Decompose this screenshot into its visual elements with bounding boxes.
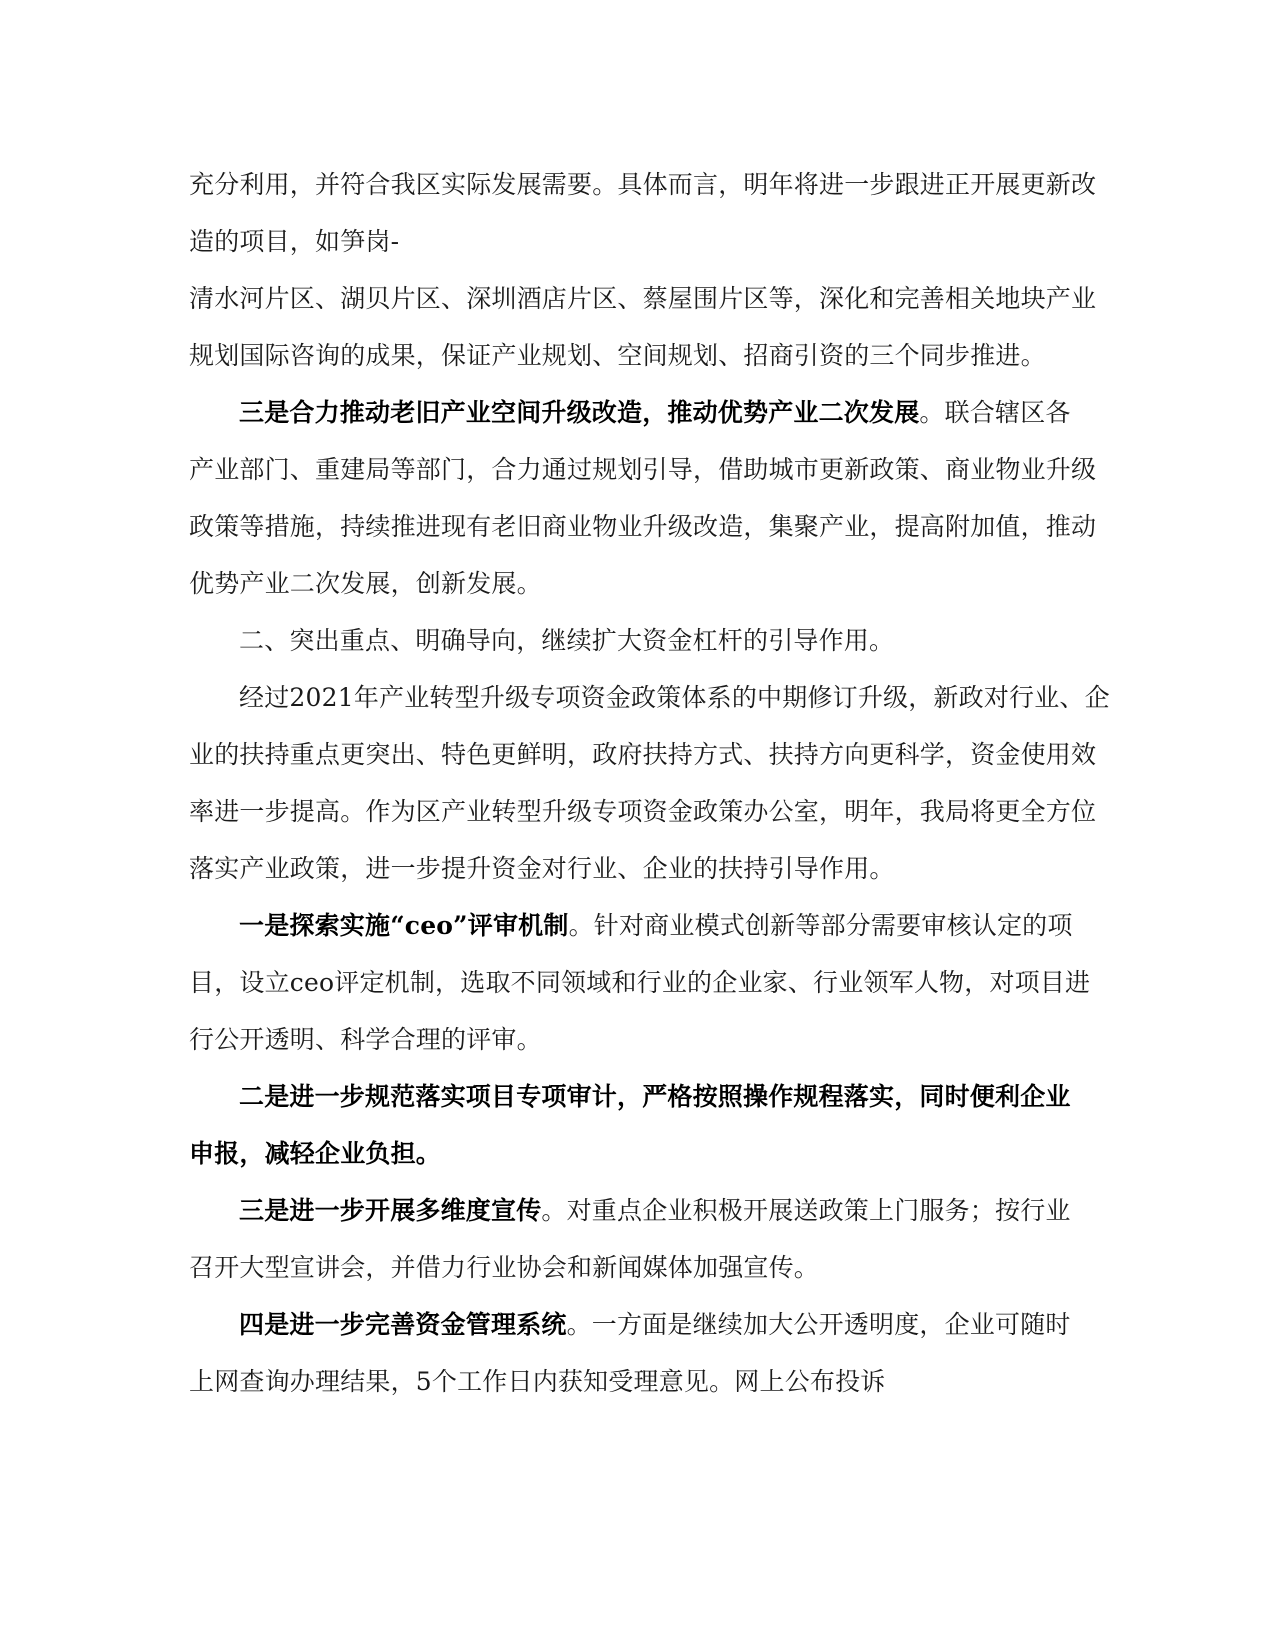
paragraph-line: 行公开透明、科学合理的评审。	[189, 1025, 542, 1054]
paragraph-line: 召开大型宣讲会，并借力行业协会和新闻媒体加强宣传。	[189, 1253, 820, 1282]
paragraph-line	[239, 1081, 1139, 1113]
bold-heading: 四是进一步完善资金管理系统	[239, 1310, 567, 1339]
paragraph-line: 优势产业二次发展，创新发展。	[189, 569, 542, 598]
paragraph-line: 上网查询办理结果，5个工作日内获知受理意见。网上公布投诉	[189, 1367, 886, 1396]
paragraph-line: 造的项目，如笋岗-	[189, 227, 400, 256]
paragraph-line: 三是进一步开展多维度宣传。对重点企业积极开展送政策上门服务；按行业	[239, 1196, 1071, 1225]
paragraph-line: 清水河片区、湖贝片区、深圳酒店片区、蔡屋围片区等，深化和完善相关地块产业	[189, 284, 1097, 313]
bold-heading: 三是合力推动老旧产业空间升级改造，推动优势产业二次发展	[239, 398, 920, 427]
paragraph-line: 充分利用，并符合我区实际发展需要。具体而言，明年将进一步跟进正开展更新改	[189, 170, 1097, 199]
paragraph-line: 业的扶持重点更突出、特色更鲜明，政府扶持方式、扶持方向更科学，资金使用效	[189, 740, 1097, 769]
bold-heading: 二是进一步规范落实项目专项审计，严格按照操作规程落实，同时便利企业	[239, 1082, 1071, 1111]
paragraph-line	[189, 1138, 1089, 1170]
paragraph-line: 落实产业政策，进一步提升资金对行业、企业的扶持引导作用。	[189, 854, 895, 883]
paragraph-line: 三是合力推动老旧产业空间升级改造，推动优势产业二次发展。联合辖区各	[239, 398, 1071, 427]
paragraph-line: 规划国际咨询的成果，保证产业规划、空间规划、招商引资的三个同步推进。	[189, 341, 1046, 370]
paragraph-line: 政策等措施，持续推进现有老旧商业物业升级改造，集聚产业，提高附加值，推动	[189, 512, 1097, 541]
paragraph-line: 率进一步提高。作为区产业转型升级专项资金政策办公室，明年，我局将更全方位	[189, 797, 1097, 826]
paragraph-line: 经过2021年产业转型升级专项资金政策体系的中期修订升级，新政对行业、企	[239, 683, 1110, 712]
bold-heading: 一是探索实施“ceo”评审机制	[239, 911, 569, 940]
bold-heading: 三是进一步开展多维度宣传	[239, 1196, 542, 1225]
paragraph-line: 四是进一步完善资金管理系统。一方面是继续加大公开透明度，企业可随时	[239, 1310, 1071, 1339]
paragraph-line: 产业部门、重建局等部门，合力通过规划引导，借助城市更新政策、商业物业升级	[189, 455, 1097, 484]
bold-heading: 申报，减轻企业负担。	[189, 1139, 442, 1168]
section-heading: 二、突出重点、明确导向，继续扩大资金杠杆的引导作用。	[239, 626, 895, 655]
paragraph-line: 目，设立ceo评定机制，选取不同领域和行业的企业家、行业领军人物，对项目进	[189, 968, 1091, 997]
paragraph-line: 一是探索实施“ceo”评审机制。针对商业模式创新等部分需要审核认定的项	[239, 911, 1073, 940]
